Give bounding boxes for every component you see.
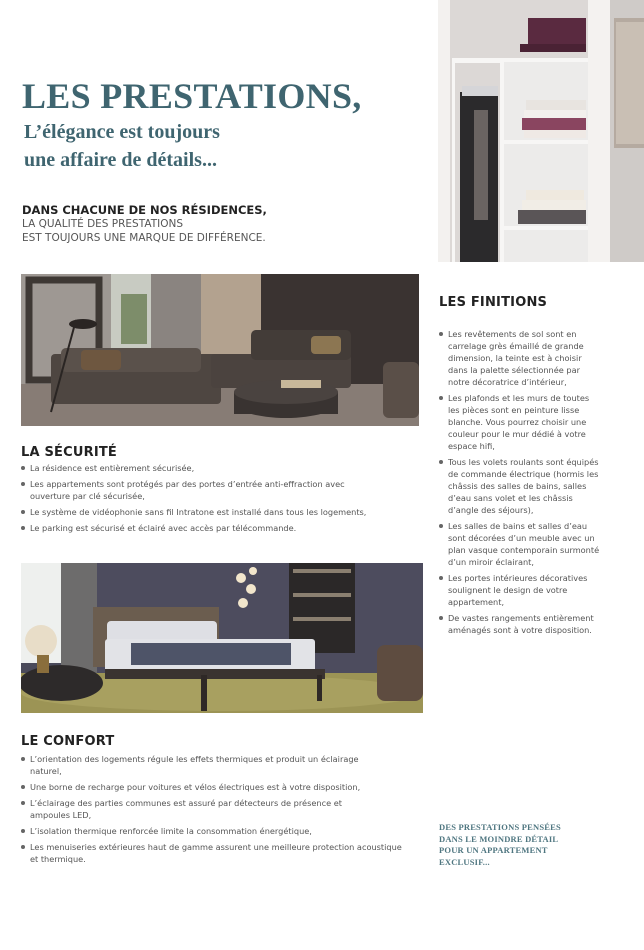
list-item: Les revêtements de sol sont en carrelage grès émaillé de grande dimension, la teinte est à choisir dans la palette sélectionnée par notre décoratrice d’intérieur, bbox=[439, 328, 601, 388]
list-item: Le système de vidéophonie sans fil Intratone est installé dans tous les logements, bbox=[21, 506, 421, 518]
list-item: Les salles de bains et salles d’eau sont décorées d’un meuble avec un plan vasque contemporain surmonté d’un miroir éclairant, bbox=[439, 520, 601, 568]
list-item: Les portes intérieures décoratives soulignent le design de votre appartement, bbox=[439, 572, 601, 608]
securite-list bbox=[21, 462, 421, 538]
list-item: Une borne de recharge pour voitures et vélos électriques est à votre disposition, bbox=[21, 781, 421, 793]
list-item: L’orientation des logements régule les effets thermiques et produit un éclairage naturel, bbox=[21, 753, 360, 777]
closing-line: DES PRESTATIONS PENSÉES bbox=[439, 822, 561, 832]
list-item: Tous les volets roulants sont équipés de commande électrique (hormis les châssis des salles de bains, salles d’eau sans volet et les châssis d’angle des séjours), bbox=[439, 456, 601, 516]
list-item: L’éclairage des parties communes est assuré par détecteurs de présence et ampoules LED, bbox=[21, 797, 375, 821]
list-item: Les appartements sont protégés par des portes d’entrée anti-effraction avec ouverture par clé sécurisée, bbox=[21, 478, 360, 502]
list-item: La résidence est entièrement sécurisée, bbox=[21, 462, 421, 474]
list-item: Le parking est sécurisé et éclairé avec accès par télécommande. bbox=[21, 522, 421, 534]
living-room-illustration bbox=[21, 274, 419, 426]
list-item: Les plafonds et les murs de toutes les pièces sont en peinture lisse blanche. Vous pourrez choisir une couleur pour le mur dédié à votre espace hifi, bbox=[439, 392, 601, 452]
intro-text bbox=[22, 203, 267, 245]
confort-list bbox=[21, 753, 421, 869]
intro-lead: DANS CHACUNE DE NOS RÉSIDENCES, bbox=[22, 203, 267, 217]
bedroom-illustration bbox=[21, 563, 423, 713]
page-subtitle bbox=[24, 118, 220, 174]
section-heading-securite: LA SÉCURITÉ bbox=[21, 445, 118, 460]
bedroom-photo bbox=[21, 563, 423, 713]
wardrobe-photo bbox=[438, 0, 644, 262]
intro-line: LA QUALITÉ DES PRESTATIONS bbox=[22, 218, 183, 230]
closing-statement bbox=[439, 822, 561, 868]
section-heading-finitions: LES FINITIONS bbox=[439, 295, 548, 310]
finitions-list bbox=[439, 328, 601, 640]
page-title: LES PRESTATIONS, bbox=[22, 76, 362, 116]
intro-line: EST TOUJOURS UNE MARQUE DE DIFFÉRENCE. bbox=[22, 232, 266, 244]
list-item: L’isolation thermique renforcée limite la consommation énergétique, bbox=[21, 825, 421, 837]
closing-line: POUR UN APPARTEMENT bbox=[439, 845, 548, 855]
living-room-photo bbox=[21, 274, 419, 426]
list-item: Les menuiseries extérieures haut de gamme assurent une meilleure protection acoustique et thermique. bbox=[21, 841, 410, 865]
section-heading-confort: LE CONFORT bbox=[21, 734, 115, 749]
list-item: De vastes rangements entièrement aménagés sont à votre disposition. bbox=[439, 612, 601, 636]
closing-line: EXCLUSIF... bbox=[439, 856, 490, 867]
wardrobe-illustration bbox=[438, 0, 644, 262]
closing-line: DANS LE MOINDRE DÉTAIL bbox=[439, 833, 559, 844]
subtitle-line: L’élégance est toujours bbox=[24, 121, 220, 143]
subtitle-line: une affaire de détails... bbox=[24, 149, 217, 171]
